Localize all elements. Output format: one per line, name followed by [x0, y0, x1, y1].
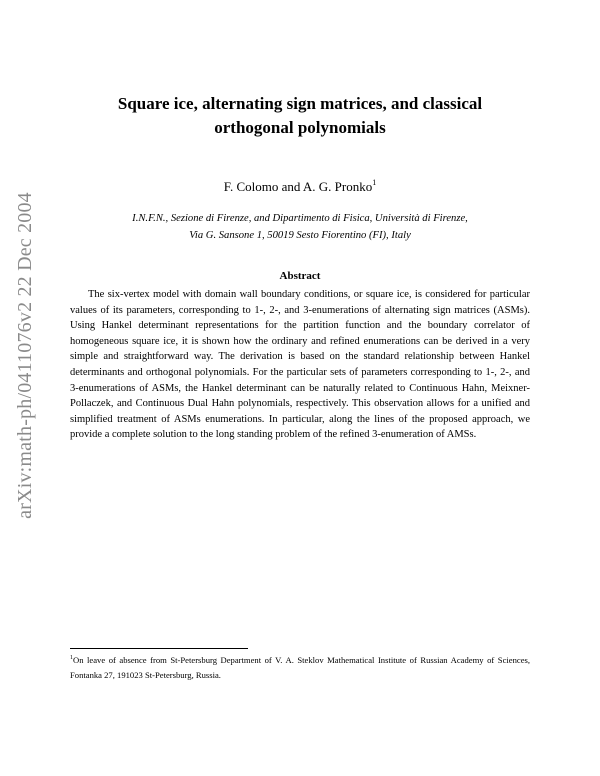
paper-title-line-2: orthogonal polynomials [214, 118, 386, 137]
footnote [70, 653, 530, 683]
footnote-text: On leave of absence from St-Petersburg Department of V. A. Steklov Mathematical Institute of Russian Academy of Sciences, Fontanka 27, 191023 St-Petersburg, Russia. [70, 655, 530, 680]
author-names: F. Colomo and A. G. Pronko [223, 179, 373, 194]
arxiv-identifier-text: arXiv:math-ph/0411076v2 22 Dec 2004 [13, 191, 36, 519]
footnote-divider [70, 648, 248, 649]
paper-title [60, 92, 540, 140]
author-line [60, 178, 540, 196]
affiliation-line-2: Via G. Sansone 1, 50019 Sesto Fiorentino (FI), Italy [189, 230, 411, 241]
arxiv-identifier-stamp [12, 190, 38, 520]
author-footnote-marker: 1 [372, 178, 377, 187]
affiliation [60, 210, 540, 244]
affiliation-line-1: I.N.F.N., Sezione di Firenze, and Dipartimento di Fisica, Università di Firenze, [132, 213, 468, 224]
footnote-marker: 1 [70, 655, 73, 661]
paper-title-line-1: Square ice, alternating sign matrices, and classical [117, 94, 483, 113]
abstract-text: The six-vertex model with domain wall boundary conditions, or square ice, is considered for particular values of its parameters, corresponding to 1-, 2-, and 3-enumerations of alternating sign matrices (ASMs). Using Hankel determinant representations for the partition function and the boundary correlator of homogeneous square ice, it is shown how the ordinary and refined enumerations can be derived in a very simple and straightforward way. The derivation is based on the standard relationship between Hankel determinants and orthogonal polynomials. For the particular sets of parameters corresponding to 1-, 2-, and 3-enumerations of ASMs, the Hankel determinant can be naturally related to Continuous Hahn, Meixner-Pollaczek, and Continuous Dual Hahn polynomials, respectively. This observation allows for a unified and simplified treatment of ASMs enumerations. In particular, along the lines of the proposed approach, we provide a complete solution to the long standing problem of the refined 3-enumeration of AMSs. [70, 289, 530, 441]
abstract-heading: Abstract [279, 270, 321, 282]
